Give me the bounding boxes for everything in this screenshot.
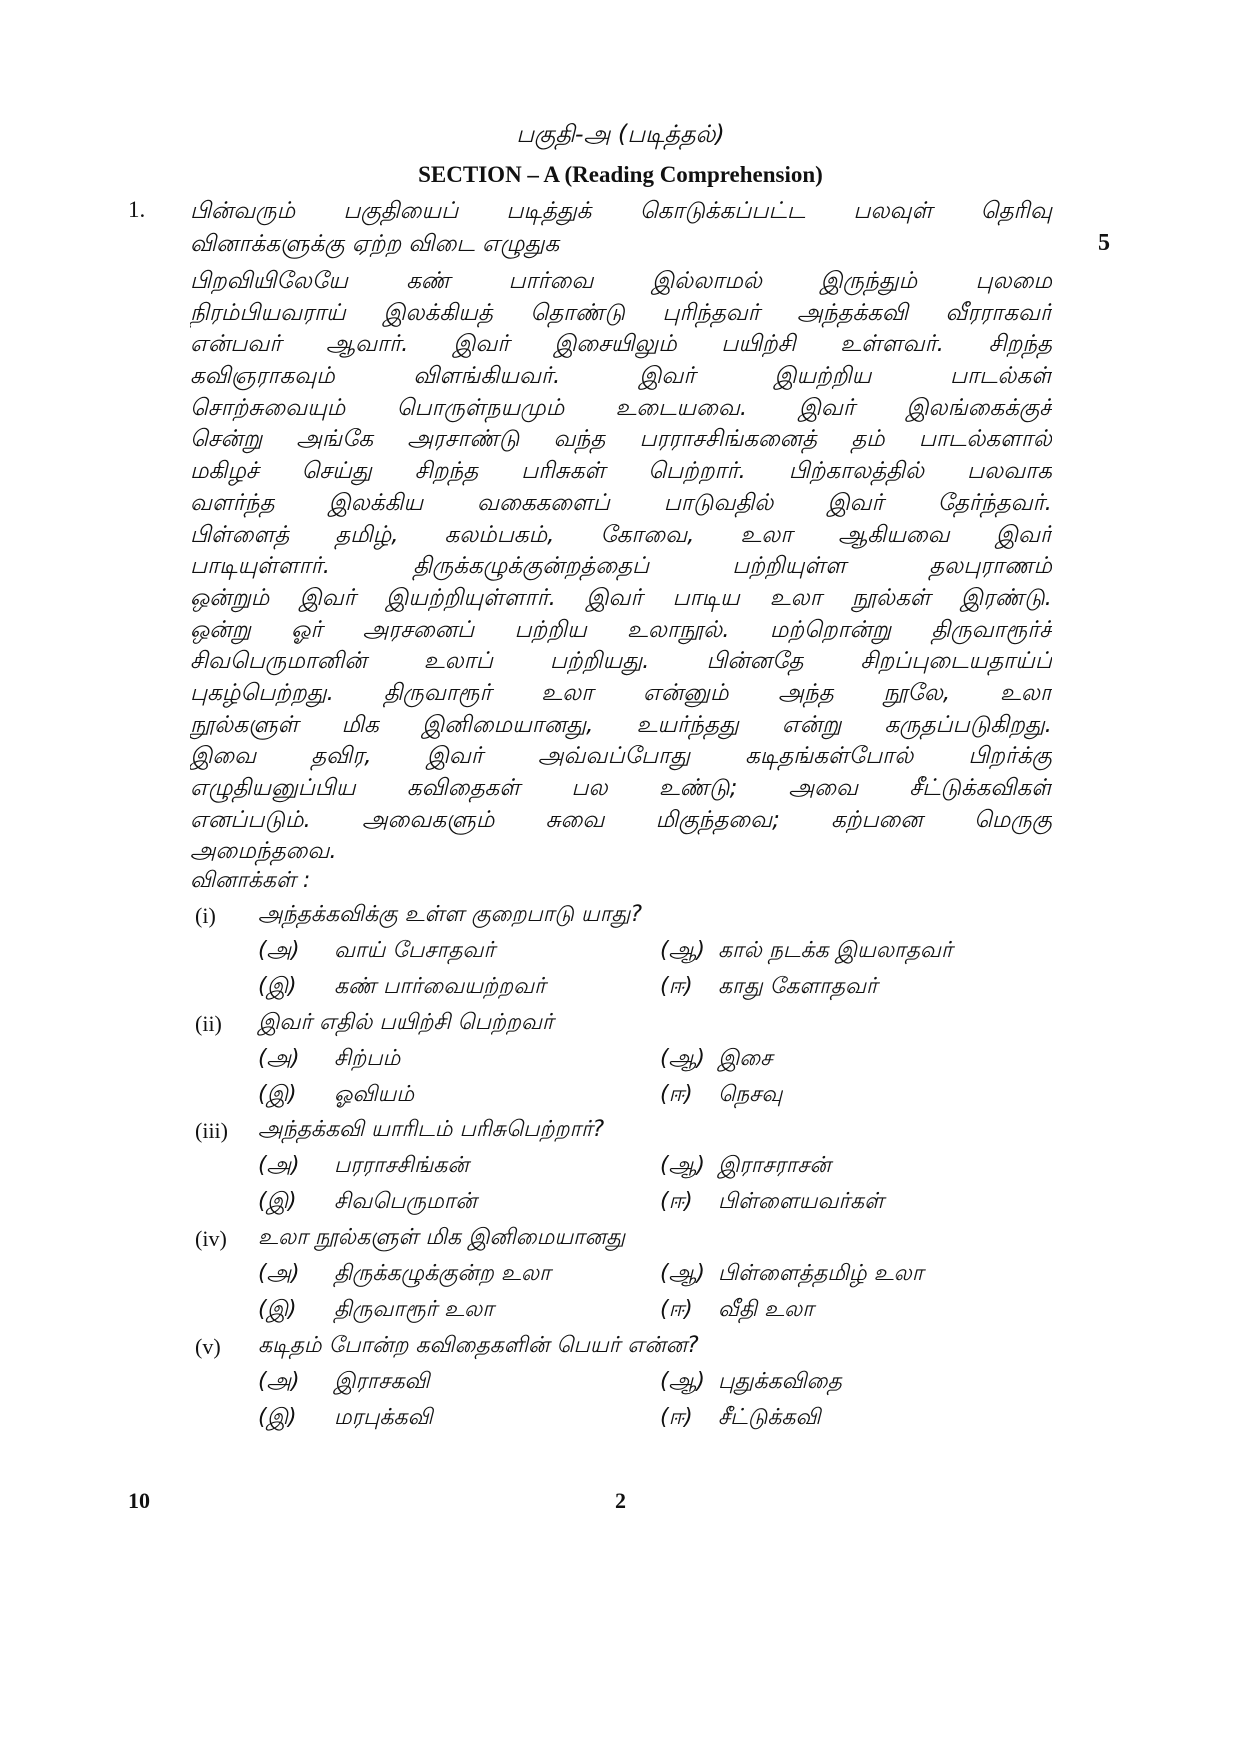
question-number: 1.	[128, 197, 146, 222]
answer-option[interactable]	[258, 1369, 430, 1397]
option-text: ஓவியம்	[334, 1082, 415, 1107]
option-text: இசை	[718, 1046, 773, 1071]
subquestion-number: (ii)	[195, 1011, 222, 1036]
option-text: சிவபெருமான்	[334, 1189, 477, 1214]
option-text: வாய் பேசாதவர்	[334, 938, 495, 963]
passage-line: ஒன்றும் இவர் இயற்றியுள்ளார். இவர் பாடிய உலா நூல்கள் இரண்டு.	[190, 584, 1052, 611]
passage-line: பாடியுள்ளார். திருக்கழுக்குன்றத்தைப் பற்றியுள்ள தலபுராணம்	[190, 553, 1052, 580]
section-title-tamil: பகுதி-அ (படித்தல்)	[516, 120, 725, 148]
answer-option[interactable]	[660, 1369, 842, 1397]
answer-option[interactable]	[660, 1297, 814, 1325]
subquestion-number: (v)	[195, 1334, 221, 1359]
answer-option[interactable]	[660, 1153, 831, 1181]
option-label: (ஆ)	[660, 1046, 705, 1071]
answer-option[interactable]	[258, 1153, 469, 1181]
answer-option[interactable]	[258, 1189, 477, 1217]
option-label: (இ)	[258, 1405, 297, 1430]
answer-option[interactable]	[258, 1405, 433, 1433]
footer-code: 10	[128, 1488, 150, 1513]
passage-line: நூல்களுள் மிக இனிமையானது, உயர்ந்தது என்று கருதப்படுகிறது.	[190, 711, 1052, 738]
option-label: (ஈ)	[660, 1082, 693, 1107]
subquestion-text: உலா நூல்களுள் மிக இனிமையானது	[258, 1225, 626, 1250]
passage-line: பிறவியிலேயே கண் பார்வை இல்லாமல் இருந்தும் புலமை	[190, 268, 1052, 294]
subquestion-text: கடிதம் போன்ற கவிதைகளின் பெயர் என்ன?	[258, 1333, 699, 1358]
subquestion-number: (i)	[195, 903, 216, 928]
option-label: (ஈ)	[660, 974, 693, 999]
option-text: திருக்கழுக்குன்ற உலா	[334, 1261, 551, 1286]
answer-option[interactable]	[258, 1261, 551, 1289]
option-label: (இ)	[258, 1297, 297, 1322]
option-text: நெசவு	[718, 1082, 783, 1107]
passage-line: நிரம்பியவராய் இலக்கியத் தொண்டு புரிந்தவர் அந்தக்கவி வீரராகவர்	[190, 299, 1052, 326]
option-label: (ஈ)	[660, 1297, 693, 1322]
subquestion-number: (iii)	[195, 1118, 228, 1143]
option-text: பரராசசிங்கன்	[334, 1153, 469, 1178]
instruction-line-2: வினாக்களுக்கு ஏற்ற விடை எழுதுக	[190, 231, 560, 257]
answer-option[interactable]	[660, 938, 952, 966]
passage-line: கவிஞராகவும் விளங்கியவர். இவர் இயற்றிய பாடல்கள்	[190, 363, 1052, 390]
passage-line: எனப்படும். அவைகளும் சுவை மிகுந்தவை; கற்பனை மெருகு	[190, 806, 1052, 833]
passage-line: சொற்சுவையும் பொருள்நயமும் உடையவை. இவர் இலங்கைக்குச்	[190, 394, 1052, 421]
question-marks: 5	[1098, 230, 1110, 256]
passage	[190, 266, 1052, 868]
answer-option[interactable]	[660, 1189, 884, 1217]
answer-option[interactable]	[660, 1046, 772, 1074]
page-number: 2	[615, 1488, 626, 1513]
answer-option[interactable]	[258, 1082, 414, 1110]
passage-line: எழுதியனுப்பிய கவிதைகள் பல உண்டு; அவை சீட்டுக்கவிகள்	[190, 775, 1052, 801]
answer-option[interactable]	[258, 1046, 400, 1074]
option-label: (இ)	[258, 1082, 297, 1107]
subquestion-text: அந்தக்கவி யாரிடம் பரிசுபெற்றார்?	[258, 1117, 605, 1142]
option-label: (அ)	[258, 1046, 300, 1071]
answer-option[interactable]	[258, 938, 495, 966]
option-label: (இ)	[258, 1189, 297, 1214]
option-label: (ஈ)	[660, 1405, 693, 1430]
option-text: புதுக்கவிதை	[718, 1369, 842, 1394]
answer-option[interactable]	[660, 974, 878, 1002]
passage-line: மகிழச் செய்து சிறந்த பரிசுகள் பெற்றார். பிற்காலத்தில் பலவாக	[190, 458, 1052, 485]
option-label: (ஆ)	[660, 1261, 705, 1286]
answer-option[interactable]	[258, 974, 546, 1002]
option-label: (அ)	[258, 938, 300, 963]
passage-line: வளர்ந்த இலக்கிய வகைகளைப் பாடுவதில் இவர் தேர்ந்தவர்.	[190, 489, 1052, 516]
option-text: இராசகவி	[334, 1369, 430, 1394]
answer-option[interactable]	[660, 1261, 923, 1289]
option-text: பிள்ளைத்தமிழ் உலா	[718, 1261, 924, 1286]
option-text: சீட்டுக்கவி	[718, 1405, 821, 1430]
option-label: (ஆ)	[660, 938, 705, 963]
subquestion-number: (iv)	[195, 1226, 227, 1251]
subquestion-text: அந்தக்கவிக்கு உள்ள குறைபாடு யாது?	[258, 902, 643, 927]
section-title-english: SECTION – A (Reading Comprehension)	[418, 162, 823, 187]
question-instruction	[190, 195, 1052, 261]
option-label: (அ)	[258, 1153, 300, 1178]
answer-option[interactable]	[258, 1297, 494, 1325]
option-text: காது கேளாதவர்	[718, 974, 878, 999]
passage-line: புகழ்பெற்றது. திருவாரூர் உலா என்னும் அந்த நூலே, உலா	[190, 679, 1052, 706]
instruction-line-1: பின்வரும் பகுதியைப் படித்துக் கொடுக்கப்பட்ட பலவுள் தெரிவு	[190, 198, 1052, 224]
option-text: வீதி உலா	[718, 1297, 814, 1322]
option-text: திருவாரூர் உலா	[334, 1297, 494, 1322]
subquestion-text: இவர் எதில் பயிற்சி பெற்றவர்	[258, 1010, 554, 1035]
option-text: கண் பார்வையற்றவர்	[334, 974, 546, 999]
option-label: (ஆ)	[660, 1153, 705, 1178]
option-text: மரபுக்கவி	[334, 1405, 433, 1430]
option-text: சிற்பம்	[334, 1046, 401, 1071]
option-label: (அ)	[258, 1369, 300, 1394]
option-label: (ஆ)	[660, 1369, 705, 1394]
option-label: (ஈ)	[660, 1189, 693, 1214]
passage-line: என்பவர் ஆவார். இவர் இசையிலும் பயிற்சி உள்ளவர். சிறந்த	[190, 331, 1052, 358]
passage-line: சிவபெருமானின் உலாப் பற்றியது. பின்னதே சிறப்புடையதாய்ப்	[190, 648, 1052, 675]
answer-option[interactable]	[660, 1082, 782, 1110]
option-text: கால் நடக்க இயலாதவர்	[718, 938, 953, 963]
passage-line: ஒன்று ஓர் அரசனைப் பற்றிய உலாநூல். மற்றொன்று திருவாரூர்ச்	[190, 616, 1052, 643]
option-text: இராசராசன்	[718, 1153, 831, 1178]
option-label: (அ)	[258, 1261, 300, 1286]
passage-line: இவை தவிர, இவர் அவ்வப்போது கடிதங்கள்போல் பிறர்க்கு	[190, 743, 1052, 770]
option-text: பிள்ளையவர்கள்	[718, 1189, 884, 1214]
option-label: (இ)	[258, 974, 297, 999]
answer-option[interactable]	[660, 1405, 821, 1433]
passage-line: அமைந்தவை.	[190, 838, 337, 865]
passage-line: சென்று அங்கே அரசாண்டு வந்த பரராசசிங்கனைத் தம் பாடல்களால்	[190, 426, 1052, 453]
questions-heading: வினாக்கள் :	[190, 868, 311, 893]
passage-line: பிள்ளைத் தமிழ், கலம்பகம், கோவை, உலா ஆகியவை இவர்	[190, 521, 1052, 548]
